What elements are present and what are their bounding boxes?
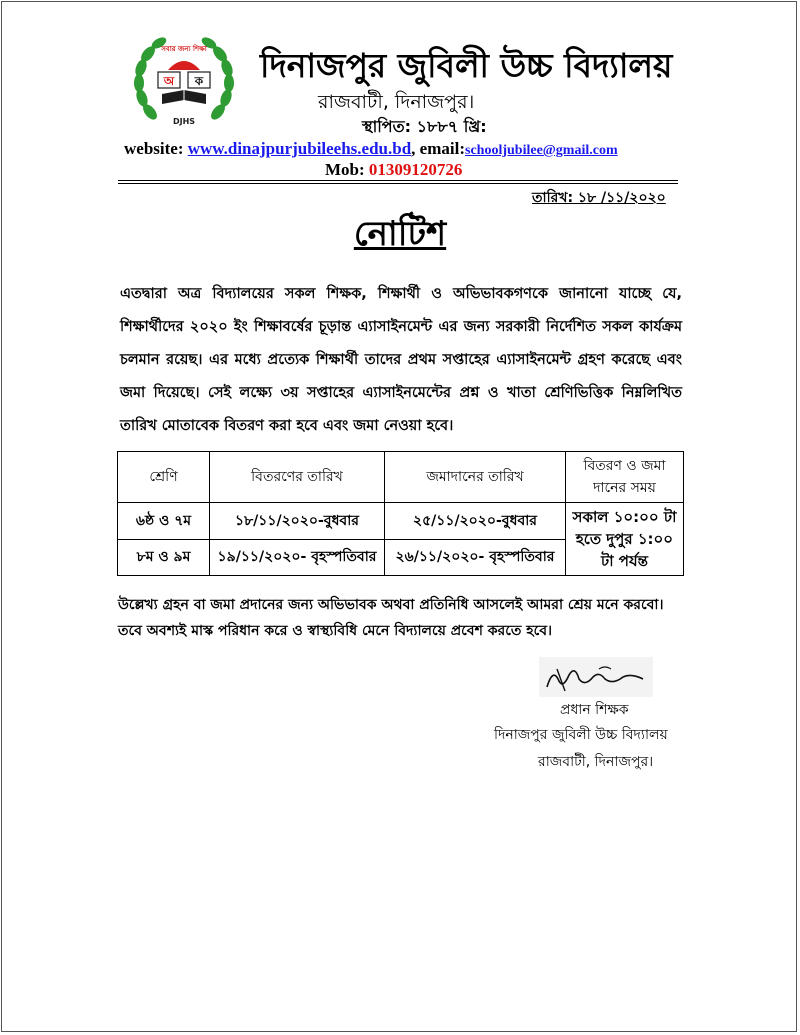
- mobile-number: 01309120726: [368, 160, 463, 179]
- svg-text:সবার জন্য শিক্ষা: সবার জন্য শিক্ষা: [161, 45, 207, 53]
- notice-body: এতদ্বারা অত্র বিদ্যালয়ের সকল শিক্ষক, শিক্ষার্থী ও অভিভাবকগণকে জানানো যাচ্ছে যে, শিক্ষার্থীদের ২০২০ ইং শিক্ষাবর্ষের চূড়ান্ত এ্যাসাইনমেন্ট এর জন্য সরকারী নির্দেশিত সকল কার্যক্রম চলমান রয়েছ। এর মধ্যে প্রত্যেক শিক্ষার্থী তাদের প্রথম সপ্তাহের এ্যাসাইনমেন্ট গ্রহণ করেছে এবং জমা দিয়েছে। সেই লক্ষ্যে ৩য় সপ্তাহের এ্যাসাইনমেন্টের প্রশ্ন ও খাতা শ্রেণিভিত্তিক নিম্নলিখিত তারিখ মোতাবেক বিতরণ করা হবে এবং জমা নেওয়া হবে।: [120, 286, 682, 434]
- website-link[interactable]: www.dinajpurjubileehs.edu.bd: [187, 139, 412, 158]
- contact-line: [124, 139, 618, 159]
- notice-date: তারিখ: ১৮ /১১/২০২০: [532, 190, 666, 206]
- row-class: ৬ষ্ঠ ও ৭ম: [118, 503, 210, 540]
- mobile-label: Mob:: [325, 160, 365, 179]
- row-submission-date: ২৬/১১/২০২০- বৃহস্পতিবার: [385, 539, 566, 576]
- svg-text:DJHS: DJHS: [172, 117, 196, 126]
- notice-title-wrap: [0, 208, 800, 265]
- email-link[interactable]: schooljubilee@gmail.com: [465, 143, 618, 158]
- header-divider: [118, 180, 678, 181]
- bottom-note: উল্লেখ্য গ্রহন বা জমা প্রদানের জন্য অভিভাবক অথবা প্রতিনিধি আসলেই আমরা শ্রেয় মনে করবো। তবে অবশ্যই মাস্ক পরিধান করে ও স্বাস্থ্যবিধি মেনে বিদ্যালয়ে প্রবেশ করতে হবে।: [118, 597, 664, 639]
- notice-title: নোটিশ: [353, 214, 447, 254]
- school-address: রাজবাটী, দিনাজপুর।: [318, 91, 475, 113]
- header-time: বিতরণ ও জমা দানের সময়: [566, 452, 684, 503]
- signature-image: [539, 657, 653, 697]
- signatory-school: দিনাজপুর জুবিলী উচ্চ বিদ্যালয়: [494, 727, 668, 743]
- website-label: website:: [124, 139, 184, 158]
- school-name: দিনাজপুর জুবিলী উচ্চ বিদ্যালয়: [260, 46, 673, 85]
- row-distribution-date: ১৮/১১/২০২০-বুধবার: [210, 503, 385, 540]
- table-row: [118, 503, 684, 540]
- header-class: শ্রেণি: [118, 452, 210, 503]
- email-label: email:: [419, 139, 465, 158]
- separator: ,: [411, 139, 420, 158]
- signature-scribble: [539, 657, 653, 697]
- row-submission-date: ২৫/১১/২০২০-বুধবার: [385, 503, 566, 540]
- header-submission: জমাদানের তারিখ: [385, 452, 566, 503]
- signatory-address: রাজবাটী, দিনাজপুর।: [538, 754, 654, 770]
- row-class: ৮ম ও ৯ম: [118, 539, 210, 576]
- table-header-row: [118, 452, 684, 503]
- school-logo: [132, 30, 236, 134]
- header-divider-second: [118, 183, 678, 184]
- established-year: স্থাপিত: ১৮৮৭ খ্রি:: [362, 117, 487, 136]
- svg-text:ক: ক: [194, 74, 204, 88]
- row-distribution-date: ১৯/১১/২০২০- বৃহস্পতিবার: [210, 539, 385, 576]
- time-cell: সকাল ১০:০০ টা হতে দুপুর ১:০০ টা পর্যন্ত: [566, 503, 684, 576]
- signatory-title: প্রধান শিক্ষক: [560, 702, 629, 718]
- schedule-table: [117, 451, 684, 576]
- svg-text:অ: অ: [163, 74, 175, 88]
- mobile-line: [325, 160, 462, 180]
- header-distribution: বিতরণের তারিখ: [210, 452, 385, 503]
